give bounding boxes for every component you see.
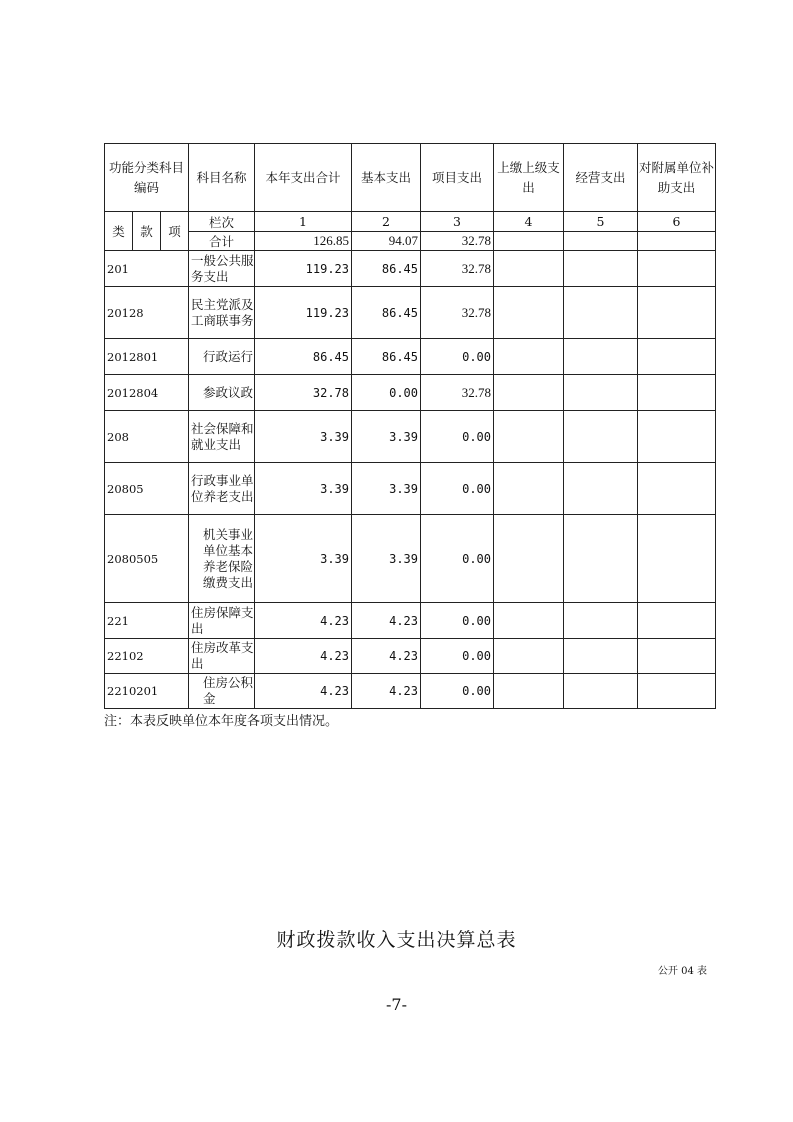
table-row <box>105 411 716 463</box>
total-row <box>105 232 716 251</box>
header-project: 项目支出 <box>421 144 494 212</box>
header-xiang: 项 <box>161 212 189 251</box>
project-value: 32.78 <box>421 251 494 287</box>
header-kuan: 款 <box>133 212 161 251</box>
table-row <box>105 339 716 375</box>
row-name: 住房公积金 <box>189 674 255 709</box>
total-value: 3.39 <box>255 411 352 463</box>
basic-value: 4.23 <box>352 603 421 639</box>
project-value: 0.00 <box>421 639 494 674</box>
header-lei: 类 <box>105 212 133 251</box>
row-code: 208 <box>105 411 189 463</box>
total-value: 126.85 <box>255 232 352 251</box>
row-code: 2012804 <box>105 375 189 411</box>
project-value: 0.00 <box>421 603 494 639</box>
table-note: 注：本表反映单位本年度各项支出情况。 <box>104 714 339 729</box>
page-number: -7- <box>386 995 407 1014</box>
total-value: 119.23 <box>255 251 352 287</box>
table-row <box>105 287 716 339</box>
total-value: 4.23 <box>255 639 352 674</box>
project-value: 0.00 <box>421 674 494 709</box>
total-value: 4.23 <box>255 674 352 709</box>
total-value: 86.45 <box>255 339 352 375</box>
project-value: 32.78 <box>421 375 494 411</box>
project-value: 0.00 <box>421 339 494 375</box>
project-value: 32.78 <box>421 287 494 339</box>
row-code: 2080505 <box>105 515 189 603</box>
basic-value: 86.45 <box>352 251 421 287</box>
row-code: 2210201 <box>105 674 189 709</box>
header-subsidy: 对附属单位补助支出 <box>638 144 716 212</box>
table-row <box>105 463 716 515</box>
table-row <box>105 603 716 639</box>
form-code: 公开 04 表 <box>657 966 707 977</box>
total-value: 119.23 <box>255 287 352 339</box>
table-row <box>105 375 716 411</box>
col-number: 2 <box>352 212 421 232</box>
row-name: 行政事业单位养老支出 <box>189 463 255 515</box>
basic-value: 86.45 <box>352 339 421 375</box>
row-code: 221 <box>105 603 189 639</box>
row-name: 社会保障和就业支出 <box>189 411 255 463</box>
row-name: 民主党派及工商联事务 <box>189 287 255 339</box>
header-business: 经营支出 <box>564 144 638 212</box>
total-value: 32.78 <box>255 375 352 411</box>
table-row <box>105 251 716 287</box>
row-name: 住房改革支出 <box>189 639 255 674</box>
col-number: 3 <box>421 212 494 232</box>
col-number: 6 <box>638 212 716 232</box>
row-name: 行政运行 <box>189 339 255 375</box>
col-number: 5 <box>564 212 638 232</box>
row-code: 20128 <box>105 287 189 339</box>
row-name: 参政议政 <box>189 375 255 411</box>
section-title: 财政拨款收入支出决算总表 <box>276 929 517 951</box>
table-row <box>105 674 716 709</box>
basic-value: 4.23 <box>352 674 421 709</box>
project-value: 0.00 <box>421 411 494 463</box>
basic-value: 0.00 <box>352 375 421 411</box>
total-value: 3.39 <box>255 463 352 515</box>
header-total: 本年支出合计 <box>255 144 352 212</box>
header-name: 科目名称 <box>189 144 255 212</box>
col-number: 1 <box>255 212 352 232</box>
header-lanci: 栏次 <box>189 212 255 232</box>
total-value: 4.23 <box>255 603 352 639</box>
basic-value: 4.23 <box>352 639 421 674</box>
row-code: 2012801 <box>105 339 189 375</box>
basic-value: 3.39 <box>352 411 421 463</box>
expenditure-table <box>104 143 716 709</box>
row-name: 机关事业单位基本养老保险缴费支出 <box>189 515 255 603</box>
table-row <box>105 639 716 674</box>
row-name: 住房保障支出 <box>189 603 255 639</box>
project-value: 32.78 <box>421 232 494 251</box>
basic-value: 94.07 <box>352 232 421 251</box>
row-code: 201 <box>105 251 189 287</box>
row-code: 22102 <box>105 639 189 674</box>
header-upper: 上缴上级支出 <box>494 144 564 212</box>
total-label: 合计 <box>189 232 255 251</box>
row-name: 一般公共服务支出 <box>189 251 255 287</box>
project-value: 0.00 <box>421 515 494 603</box>
col-number: 4 <box>494 212 564 232</box>
total-value: 3.39 <box>255 515 352 603</box>
basic-value: 3.39 <box>352 463 421 515</box>
table-row <box>105 515 716 603</box>
project-value: 0.00 <box>421 463 494 515</box>
row-code: 20805 <box>105 463 189 515</box>
header-basic: 基本支出 <box>352 144 421 212</box>
header-code: 功能分类科目编码 <box>105 144 189 212</box>
basic-value: 86.45 <box>352 287 421 339</box>
basic-value: 3.39 <box>352 515 421 603</box>
